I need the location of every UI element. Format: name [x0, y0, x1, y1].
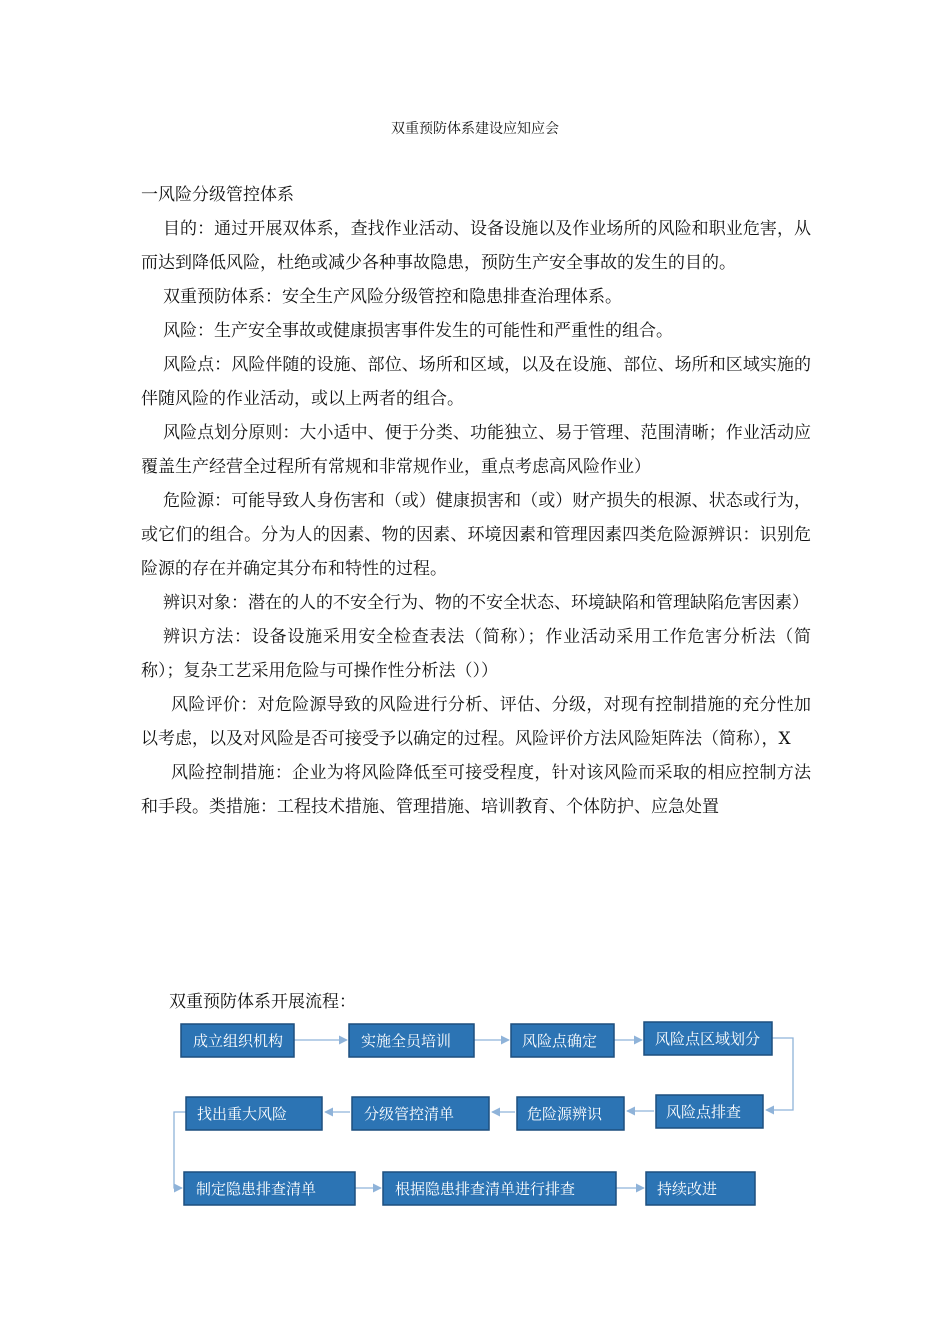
- flow-step-label: 成立组织机构: [193, 1032, 284, 1050]
- flow-step-training: [349, 1024, 474, 1057]
- paragraph-dual-system: 双重预防体系：安全生产风险分级管控和隐患排查治理体系。: [163, 287, 622, 307]
- paragraph-identification-target: 辨识对象：潜在的人的不安全行为、物的不安全状态、环境缺陷和管理缺陷危害因素）: [163, 593, 809, 613]
- paragraph-risk-point: 风险点：风险伴随的设施、部位、场所和区域，以及在设施、部位、场所和区域实施的伴随风险的作业活动，或以上两者的组合。: [141, 355, 811, 409]
- flow-step-inspection: [383, 1172, 616, 1205]
- flow-step-risk-point-check: [656, 1095, 763, 1128]
- paragraph-identification-method: 辨识方法：设备设施采用安全检查表法（简称）；作业活动采用工作危害分析法（简称）；复杂工艺采用危险与可操作性分析法（））: [141, 627, 811, 681]
- flow-step-risk-point-confirm: [511, 1024, 614, 1057]
- flow-step-area-division: [644, 1022, 772, 1055]
- flow-step-continuous-improvement: [646, 1172, 755, 1205]
- paragraph-control-measures: 风险控制措施：企业为将风险降低至可接受程度，针对该风险而采取的相应控制方法和手段。类措施：工程技术措施、管理措施、培训教育、个体防护、应急处置: [141, 763, 811, 817]
- paragraph-hazard-source: 危险源：可能导致人身伤害和（或）健康损害和（或）财产损失的根源、状态或行为，或它们的组合。分为人的因素、物的因素、环境因素和管理因素四类危险源辨识：识别危险源的存在并确定其分布和特性的过程。: [141, 491, 811, 579]
- flow-step-major-risk: [186, 1097, 322, 1130]
- flow-step-label: 制定隐患排查清单: [196, 1180, 317, 1198]
- paragraph-division-principle: 风险点划分原则：大小适中、便于分类、功能独立、易于管理、范围清晰；作业活动应覆盖生产经营全过程所有常规和非常规作业，重点考虑高风险作业）: [141, 423, 811, 477]
- paragraph-purpose: 目的：通过开展双体系，查找作业活动、设备设施以及作业场所的风险和职业危害，从而达到降低风险，杜绝或减少各种事故隐患，预防生产安全事故的发生的目的。: [141, 219, 811, 273]
- flow-step-label: 持续改进: [657, 1180, 718, 1198]
- flow-step-label: 风险点区域划分: [655, 1030, 761, 1048]
- document-title: 双重预防体系建设应知应会: [391, 121, 559, 137]
- flow-step-hazard-identification: [517, 1097, 624, 1130]
- flow-step-label: 风险点排查: [666, 1103, 742, 1121]
- flow-step-label: 根据隐患排查清单进行排查: [395, 1180, 576, 1198]
- flow-label: 双重预防体系开展流程：: [169, 992, 356, 1012]
- flow-step-label: 找出重大风险: [197, 1105, 288, 1123]
- section-heading: 一风险分级管控体系: [141, 185, 294, 205]
- flow-step-label: 实施全员培训: [361, 1032, 452, 1050]
- flow-step-establish-org: [181, 1024, 294, 1057]
- flow-step-label: 分级管控清单: [364, 1105, 455, 1123]
- flow-step-hazard-list: [184, 1172, 355, 1205]
- paragraph-risk-evaluation: 风险评价：对危险源导致的风险进行分析、评估、分级，对现有控制措施的充分性加以考虑，以及对风险是否可接受予以确定的过程。风险评价方法风险矩阵法（简称），X: [141, 695, 811, 749]
- flow-step-label: 风险点确定: [522, 1032, 598, 1050]
- flow-step-control-list: [352, 1097, 489, 1130]
- flow-step-label: 危险源辨识: [527, 1105, 603, 1123]
- paragraph-risk: 风险：生产安全事故或健康损害事件发生的可能性和严重性的组合。: [163, 321, 673, 341]
